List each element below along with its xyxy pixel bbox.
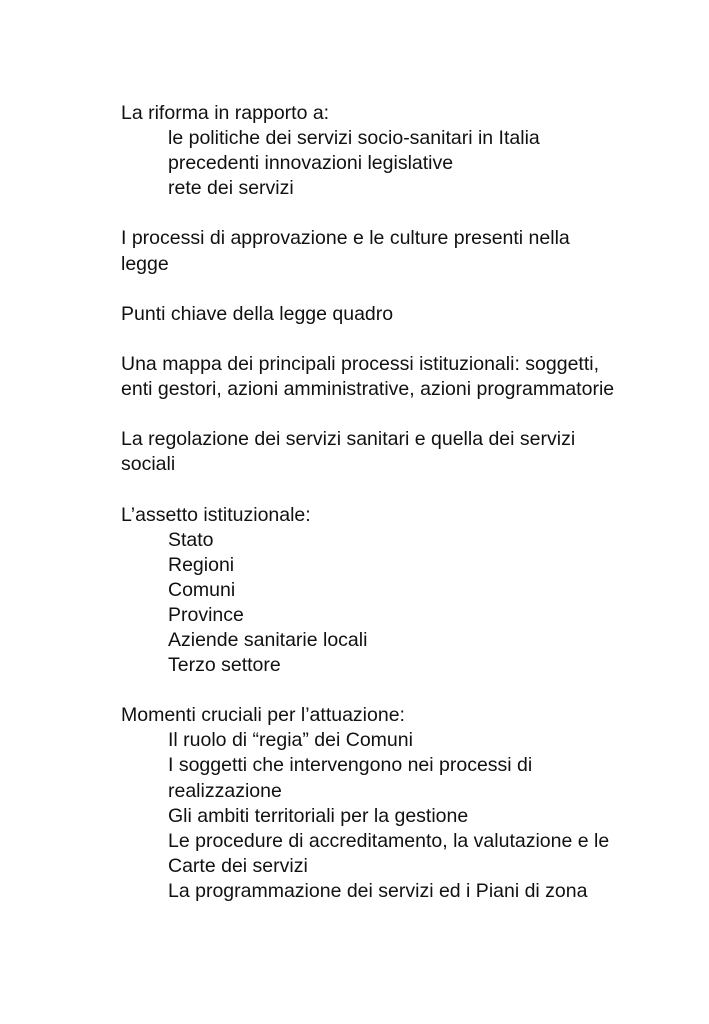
list-item: Province bbox=[168, 603, 244, 626]
section-punti-chiave bbox=[121, 302, 691, 327]
list-item: Gli ambiti territoriali per la gestione bbox=[168, 804, 469, 827]
section-momenti bbox=[121, 703, 691, 904]
list-item: le politiche dei servizi socio-sanitari in Italia bbox=[168, 127, 540, 150]
list-item: La programmazione dei servizi ed i Piani di zona bbox=[168, 879, 588, 902]
list-item: Regioni bbox=[168, 553, 235, 576]
section-processi bbox=[121, 226, 691, 276]
section-heading: Momenti cruciali per l’attuazione: bbox=[121, 704, 405, 727]
section-assetto bbox=[121, 503, 691, 679]
list-item: Comuni bbox=[168, 578, 236, 601]
list-item: Stato bbox=[168, 528, 214, 551]
list-item: rete dei servizi bbox=[168, 177, 294, 200]
section-mappa bbox=[121, 352, 691, 402]
list-item: I soggetti che intervengono nei processi di bbox=[168, 754, 533, 777]
paragraph-line: enti gestori, azioni amministrative, azioni programmatorie bbox=[121, 378, 615, 401]
paragraph-line: legge bbox=[121, 252, 169, 275]
list-item: Le procedure di accreditamento, la valutazione e le bbox=[168, 829, 610, 852]
list-item: Il ruolo di “regia” dei Comuni bbox=[168, 729, 413, 752]
section-regolazione bbox=[121, 427, 691, 477]
paragraph-line: I processi di approvazione e le culture presenti nella bbox=[121, 227, 570, 250]
paragraph-line: Punti chiave della legge quadro bbox=[121, 302, 394, 325]
section-heading: L’assetto istituzionale: bbox=[121, 503, 311, 526]
document-page bbox=[121, 101, 691, 929]
section-heading: La riforma in rapporto a: bbox=[121, 102, 330, 124]
list-item: precedenti innovazioni legislative bbox=[168, 152, 454, 175]
list-item: realizzazione bbox=[168, 779, 282, 802]
paragraph-line: Una mappa dei principali processi istituzionali: soggetti, bbox=[121, 352, 599, 375]
paragraph-line: sociali bbox=[121, 453, 176, 476]
paragraph-line: La regolazione dei servizi sanitari e quella dei servizi bbox=[121, 428, 576, 451]
list-item: Aziende sanitarie locali bbox=[168, 628, 368, 651]
section-riforma bbox=[121, 101, 691, 201]
list-item: Carte dei servizi bbox=[168, 854, 308, 877]
list-item: Terzo settore bbox=[168, 654, 281, 677]
